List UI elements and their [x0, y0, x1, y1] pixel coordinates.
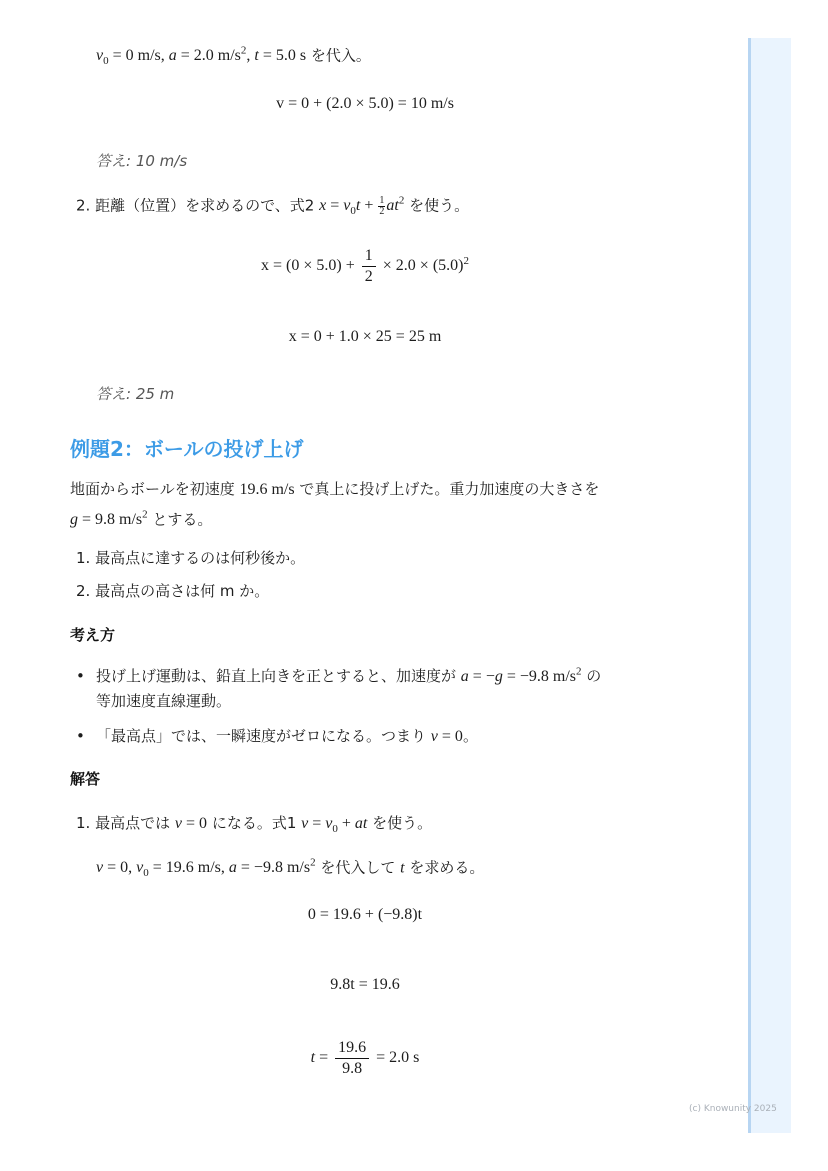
approach-heading: 考え方 — [70, 626, 116, 644]
equation-velocity: v = 0 + (2.0 × 5.0) = 10 m/s — [276, 95, 454, 112]
equation-position-2: x = 0 + 1.0 × 25 = 25 m — [288, 328, 442, 345]
bullet-1: • 投げ上げ運動は、鉛直上向きを正とすると、加速度が a = −g = −9.8 $m/s^2$ の — [76, 665, 602, 685]
equation-position-1: x = (0 × 5.0) + $\frac{1}{2}$ × $2.0 \times (5.0)^2$ — [261, 247, 469, 285]
solution-substitution: v = 0, $v_0 = 19.6$ m/s, a = −9.8 $m/s^2$ を代入して t を求める。 — [96, 857, 485, 880]
step-2: 2. 距離（位置）を求めるので、式2 $x = v_0t$ + $\frac{1}{2}$ $at^2$ を使う。 — [76, 195, 470, 218]
equation-solve-3: t = $\frac{19.6}{9.8}$ = 2.0 s — [310, 1039, 420, 1077]
equation-solve-1: 0 = 19.6 + (−9.8)t — [307, 906, 423, 923]
solution-step-1: 1. 最高点では v = 0 になる。式1 $v = v_0$ + at を使う。 — [76, 814, 433, 836]
answer-1: 答え: 10 m/s — [96, 152, 188, 170]
side-panel — [748, 38, 791, 1133]
problem-text-line-2: g = 9.8 $m/s^2$ とする。 — [70, 509, 213, 529]
substitution-line: $v_0 = 0$ m/s, a = 2.0 $m/s^2$, t = 5.0 s を代入。 — [96, 45, 371, 68]
copyright-footer: (c) Knowunity 2025 — [689, 1104, 777, 1114]
bullet-2: • 「最高点」では、一瞬速度がゼロになる。つまり v = 0。 — [76, 727, 478, 745]
answer-2: 答え: 25 m — [96, 385, 175, 403]
question-2: 2. 最高点の高さは何 m か。 — [76, 582, 270, 600]
question-1: 1. 最高点に達するのは何秒後か。 — [76, 549, 306, 567]
bullet-1-continued: 等加速度直線運動。 — [96, 692, 232, 710]
equation-solve-2: 9.8t = 19.6 — [330, 976, 400, 993]
section-title-example-2: 例題2：ボールの投げ上げ — [70, 437, 304, 461]
problem-text-line-1: 地面からボールを初速度 19.6 m/s で真上に投げ上げた。重力加速度の大きさを — [70, 480, 600, 498]
solution-heading: 解答 — [70, 770, 101, 788]
